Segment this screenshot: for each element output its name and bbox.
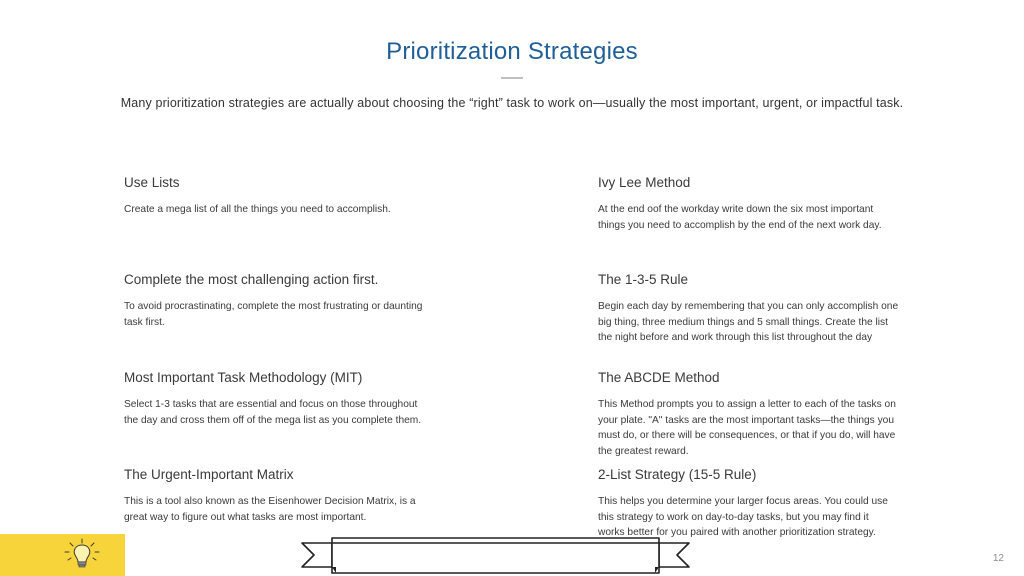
strategy-heading: The 1-3-5 Rule [598, 272, 689, 287]
desc-line: the greatest reward. [598, 445, 689, 457]
desc-line: your plate. "A" tasks are the most important tasks—the things you [598, 414, 895, 426]
strategy-ivy-lee [598, 175, 948, 233]
strategy-description [598, 397, 948, 459]
strategy-heading: Use Lists [124, 175, 180, 190]
strategy-description [124, 494, 484, 525]
desc-line: must do, or there will be consequences, or that if you do, will have [598, 430, 896, 441]
desc-line: things you need to accomplish by the end of the next work day. [598, 219, 882, 231]
desc-line: This is a tool also known as the Eisenhower Decision Matrix, is a [124, 496, 416, 507]
strategy-use-lists [124, 175, 484, 218]
desc-line: Select 1-3 tasks that are essential and focus on those throughout [124, 399, 418, 410]
title-divider [501, 77, 523, 79]
intro-text: Many prioritization strategies are actually about choosing the “right” task to work on—usually the most important, urgent, or impactful task. [120, 96, 904, 110]
strategy-heading: The ABCDE Method [598, 370, 720, 385]
desc-line: works better for you paired with another prioritization strategy. [598, 527, 876, 538]
desc-line: this strategy to work on day-to-day tasks, but you may find it [598, 511, 869, 523]
strategy-heading: Ivy Lee Method [598, 175, 691, 190]
yellow-accent-box [0, 534, 125, 576]
ribbon-banner-icon [298, 537, 693, 576]
desc-line: To avoid procrastinating, complete the most frustrating or daunting [124, 301, 423, 312]
strategy-description [598, 299, 948, 346]
desc-line: Begin each day by remembering that you can only accomplish one [598, 301, 899, 312]
desc-line: big thing, three medium things and 5 small things. Create the list [598, 316, 888, 328]
strategy-heading: 2-List Strategy (15-5 Rule) [598, 467, 757, 482]
lightbulb-icon [60, 537, 104, 573]
desc-line: Create a mega list of all the things you need to accomplish. [124, 204, 391, 215]
slide-title: Prioritization Strategies [386, 38, 638, 65]
strategy-1-3-5-rule [598, 272, 948, 346]
strategy-2-list [598, 467, 948, 541]
desc-line: the night before and work through this list throughout the day [598, 332, 873, 343]
strategy-heading: Most Important Task Methodology (MIT) [124, 370, 363, 385]
desc-line: At the end oof the workday write down the six most important [598, 204, 874, 215]
strategy-description [598, 494, 948, 541]
strategy-heading: Complete the most challenging action first. [124, 272, 379, 287]
strategy-abcde [598, 370, 948, 459]
strategy-description [124, 202, 484, 218]
desc-line: task first. [124, 316, 165, 328]
page-number: 12 [992, 553, 1004, 564]
strategy-description [124, 397, 484, 428]
strategy-mit [124, 370, 484, 428]
desc-line: great way to figure out what tasks are most important. [124, 511, 367, 523]
strategy-description [598, 202, 948, 233]
desc-line: This helps you determine your larger focus areas. You could use [598, 496, 888, 507]
strategy-urgent-important [124, 467, 484, 525]
strategy-heading: The Urgent-Important Matrix [124, 467, 294, 482]
desc-line: the day and cross them off of the mega list as you complete them. [124, 414, 422, 426]
strategy-challenging-first [124, 272, 484, 330]
strategy-description [124, 299, 484, 330]
desc-line: This Method prompts you to assign a letter to each of the tasks on [598, 399, 896, 410]
